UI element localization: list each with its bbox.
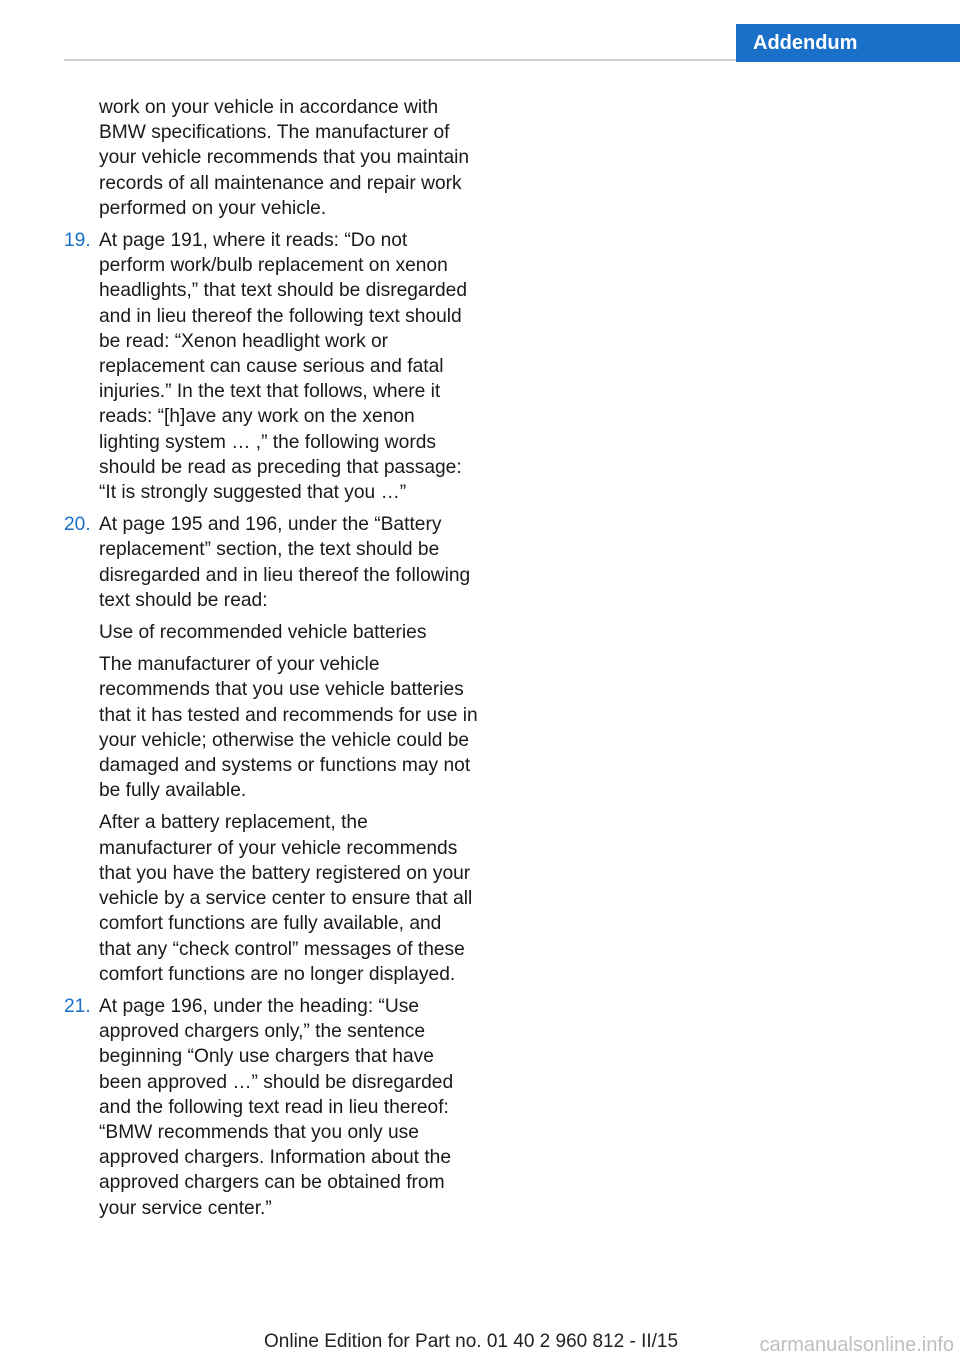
item-body — [99, 228, 478, 505]
item-paragraph: At page 191, where it reads: “Do not perform work/bulb replacement on xenon headlights,” that text should be disregarded and in lieu thereof the following text should be read: “Xenon headlight work or replacement can cause serious and fatal injuries.” In the text that follows, where it reads: “[h]ave any work on the xenon lighting system … ,” the following words should be read as preceding that passage: “It is strongly suggested that you …” — [99, 230, 468, 504]
list-item-20 — [64, 512, 478, 987]
item-paragraph: At page 196, under the heading: “Use approved chargers only,” the sentence beginning “Only use chargers that have been approved …” should be disregarded and the following text read in lieu thereof: “BMW recommends that you only use approved chargers. Information about the approved chargers can be obtained from your service center.” — [99, 995, 454, 1219]
header-rule — [64, 59, 736, 61]
section-title: Addendum — [753, 32, 858, 54]
section-tab — [736, 24, 960, 62]
item-body — [99, 512, 478, 987]
list-item-21 — [64, 994, 478, 1221]
continuation-paragraph: work on your vehicle in accordance with BMW specifications. The manufacturer of your vehicle recommends that you maintain records of all maintenance and repair work performed on your vehicle. — [99, 97, 470, 219]
item-paragraph: The manufacturer of your vehicle recommends that you use vehicle batteries that it has tested and recommends for use in your vehicle; otherwise the vehicle could be damaged and systems or functions may not be fully available. — [99, 654, 478, 802]
item-body — [99, 994, 478, 1221]
list-item-19 — [64, 228, 478, 505]
item-number: 19. — [64, 230, 91, 252]
item-paragraph: After a battery replacement, the manufacturer of your vehicle recommends that you have the battery registered on your vehicle by a service center to ensure that all comfort functions are fully available, and that any “check control” messages of these comfort functions are no longer displayed. — [99, 812, 473, 985]
item-paragraph: Use of recommended vehicle batteries — [99, 622, 427, 644]
footer-edition: Online Edition for Part no. 01 40 2 960 812 - II/15 — [264, 1331, 679, 1352]
item-paragraph: At page 195 and 196, under the “Battery replacement” section, the text should be disregarded and in lieu thereof the following text should be read: — [99, 514, 471, 611]
watermark: carmanualsonline.info — [759, 1334, 954, 1356]
item-number: 21. — [64, 995, 91, 1017]
page-content — [64, 95, 478, 1228]
item-number: 20. — [64, 514, 91, 536]
